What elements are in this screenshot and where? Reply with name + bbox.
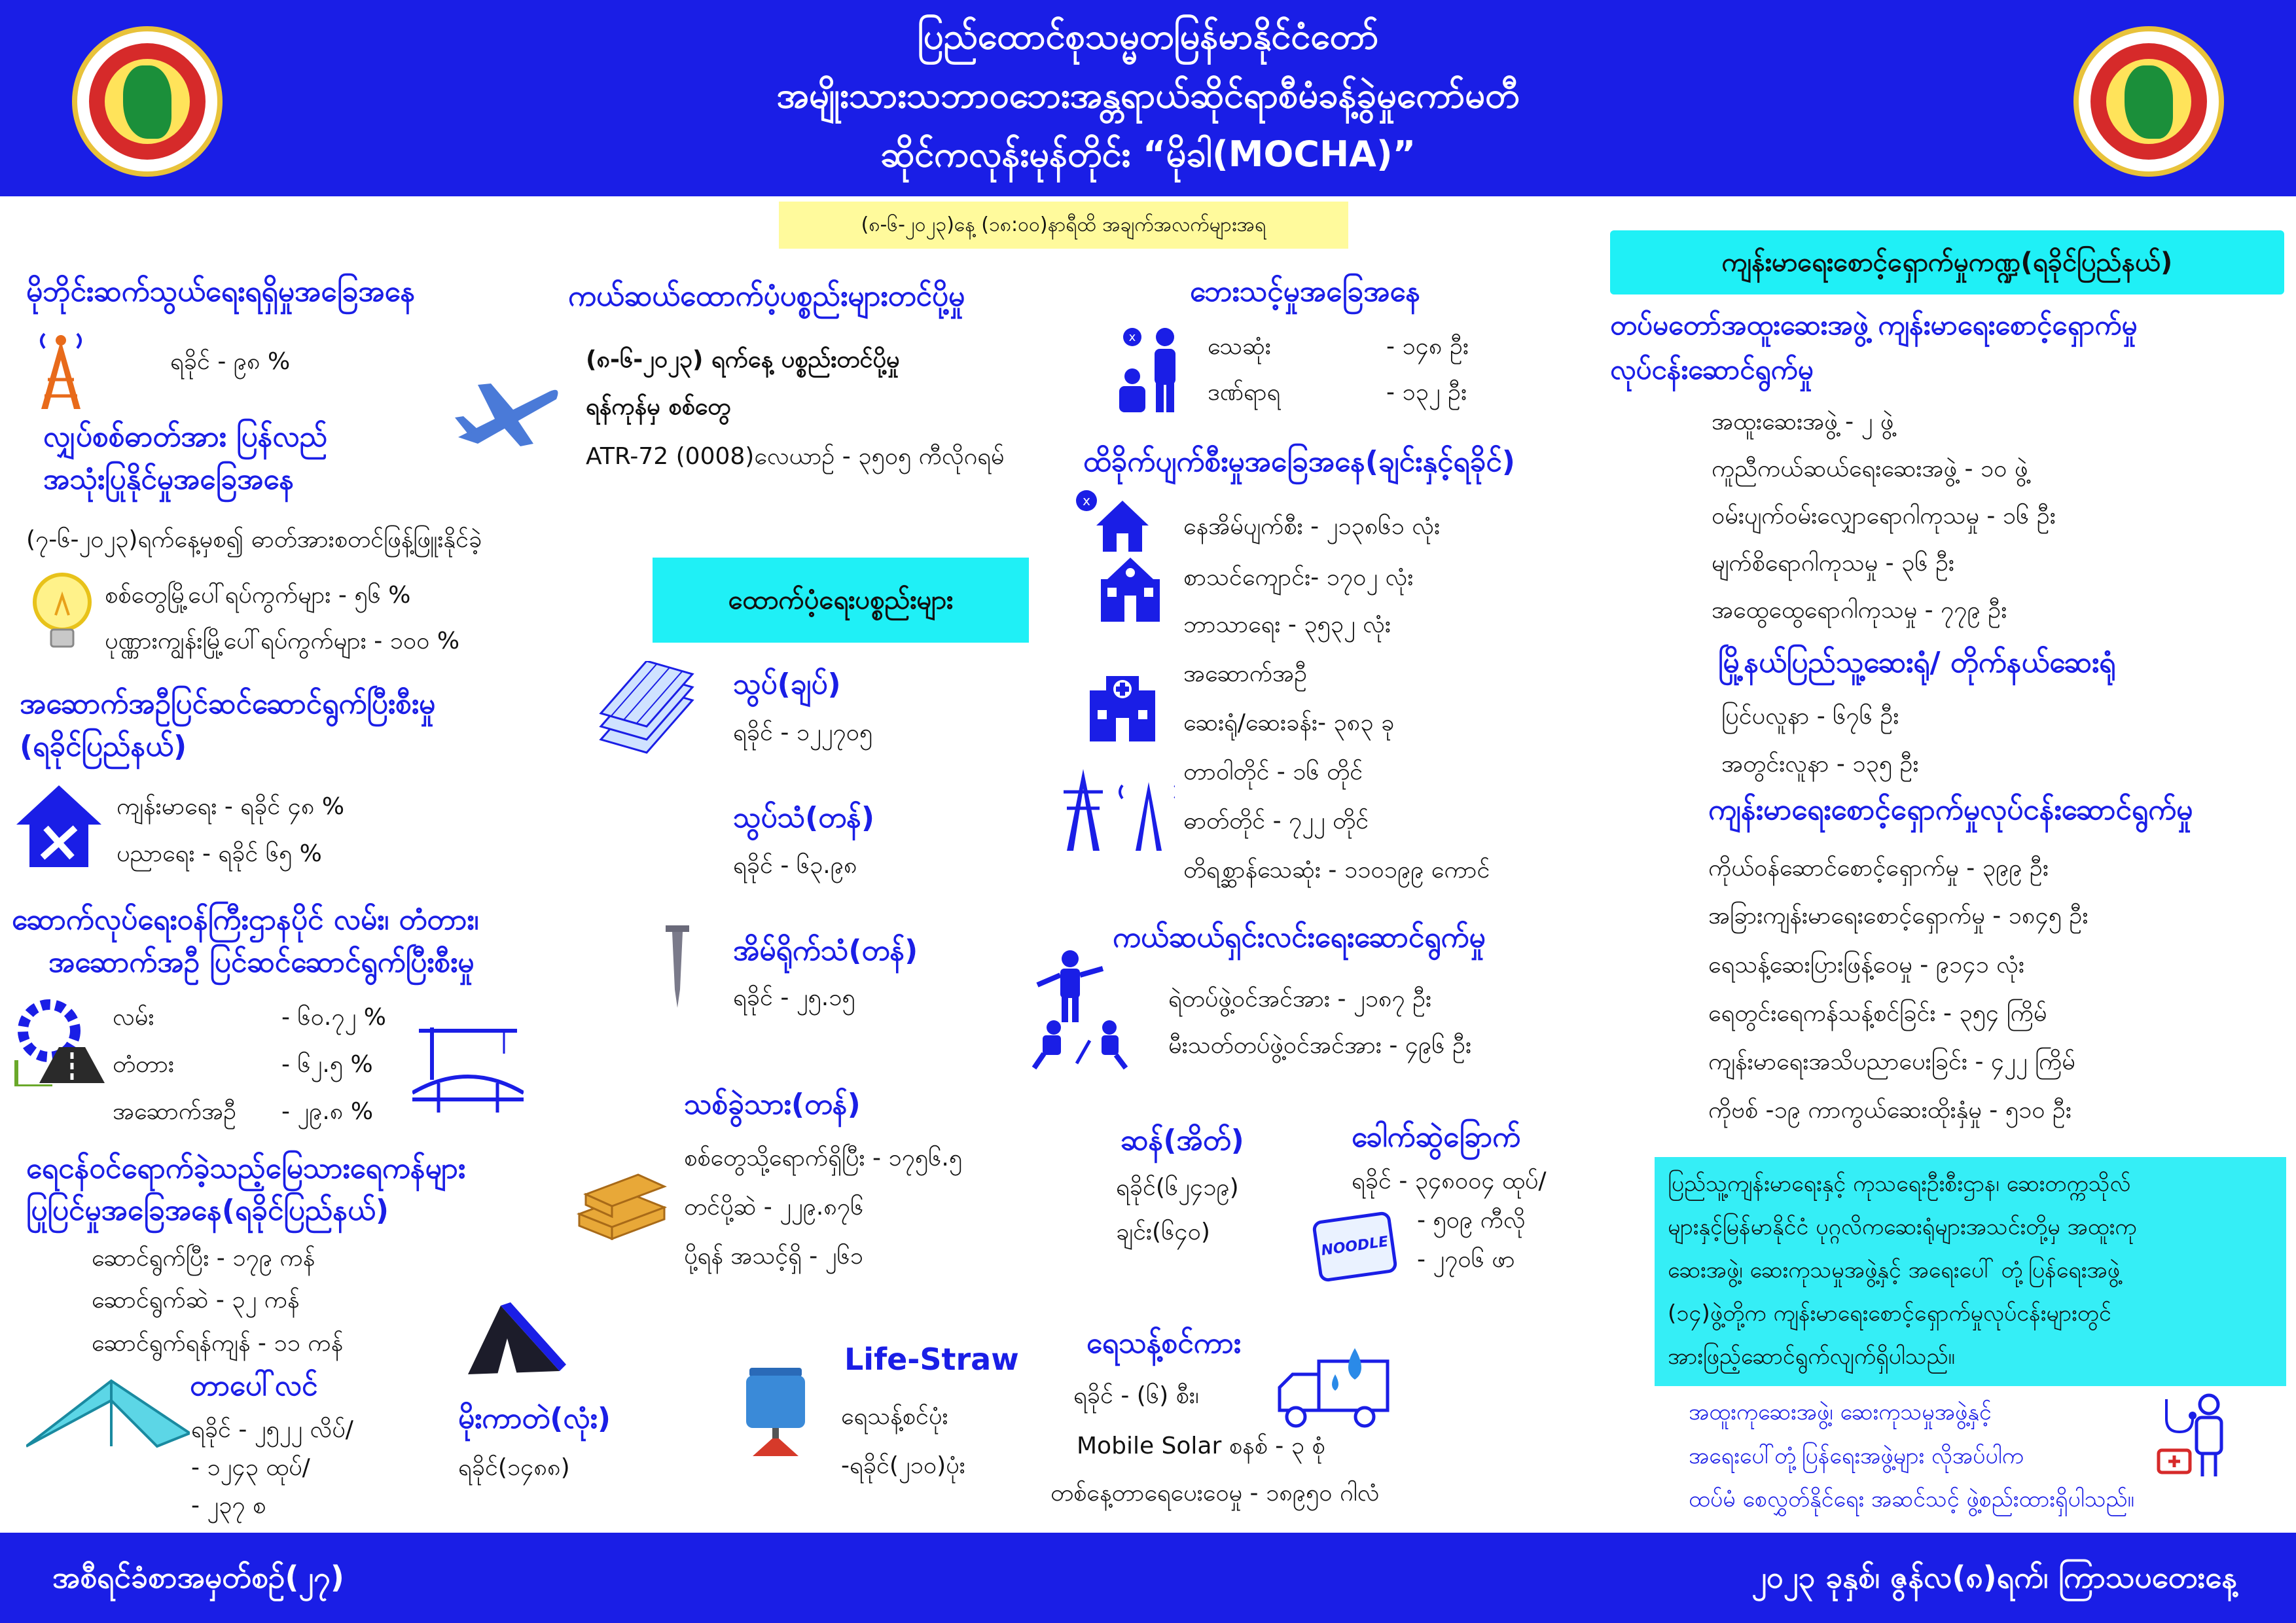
health-w6: ကိုဗစ် -၁၉ ကာကွယ်ဆေးထိုးနှံမှု - ၅၁၀ ဦး xyxy=(1708,1097,2072,1124)
damaged-house-icon xyxy=(1073,488,1152,553)
report-date: ၂၀၂၃ ခုနှစ်၊ ဇွန်လ(၈)ရက်၊ ကြာသပတေးနေ့ xyxy=(1751,1560,2237,1595)
rice-row-1: ရခိုင်(၆၂၄၁၉) xyxy=(1116,1174,1239,1201)
dead-label: သေဆုံး xyxy=(1208,333,1271,360)
health-tag: ကျန်းမာရေးစောင့်ရှောက်မှုကဏ္ဍ(ရခိုင်ပြည်နယ်) xyxy=(1610,230,2284,294)
rescue-heading: ကယ်ဆယ်ရှင်းလင်းရေးဆောင်ရွက်မှု xyxy=(1113,921,1486,954)
zinc-nail-value: ရခိုင် - ၆၃.၉၈ xyxy=(733,852,857,879)
water-heading-1: ရေငန်ဝင်ရောက်ခဲ့သည့်မြေသားရေကန်များ xyxy=(26,1152,465,1185)
water-row-2: ဆောင်ရွက်ဆဲ - ၃၂ ကန် xyxy=(92,1287,300,1313)
light-bulb-icon xyxy=(26,569,98,654)
water-row-1: ဆောင်ရွက်ပြီး - ၁၇၉ ကန် xyxy=(92,1245,315,1272)
rescue-row-2: မီးသတ်တပ်ဖွဲ့ဝင်အင်အား - ၄၉၆ ဦး xyxy=(1168,1032,1472,1059)
footer-banner xyxy=(0,1533,2296,1623)
noodle-logo-text: NOODLE xyxy=(1320,1233,1390,1260)
school-icon xyxy=(1094,556,1166,625)
telecom-heading: မိုဘိုင်းဆက်သွယ်ရေးရရှိမှုအခြေအနေ xyxy=(26,275,416,308)
health-sub-1: တပ်မတော်အထူးဆေးအဖွဲ့ ကျန်းမာရေးစောင့်ရှောက်မှု xyxy=(1610,309,2138,341)
nail-heading: အိမ်ရိုက်သံ(တန်) xyxy=(733,934,918,967)
timber-icon xyxy=(573,1162,671,1240)
rebuild-heading-1: အဆောက်အဦပြင်ဆင်ဆောင်ရွက်ပြီးစီးမှု xyxy=(20,687,436,721)
electricity-row-1: စစ်တွေမြို့ပေါ်ရပ်ကွက်များ - ၅၆ % xyxy=(105,582,411,609)
lifestraw-row-1: ရေသန့်စင်ပုံး xyxy=(841,1403,948,1430)
timber-heading: သစ်ခွဲသား(တန်) xyxy=(684,1088,861,1121)
health-note-3: ထပ်မံ စေလွှတ်နိုင်ရေး အဆင်သင့် ဖွဲ့စည်းထားရှိပါသည်။ xyxy=(1689,1486,2134,1512)
airlift-heading: ကယ်ဆယ်ထောက်ပံ့ပစ္စည်းများတင်ပို့မှု xyxy=(568,279,965,313)
timber-row-3: ပို့ရန် အသင့်ရှိ - ၂၆၁ xyxy=(684,1243,863,1270)
water-filter-icon xyxy=(740,1361,812,1459)
damage-hospitals: ဆေးရုံ/ဆေးခန်း- ၃၈၃ ခု xyxy=(1183,709,1395,736)
building-label: အဆောက်အဦ xyxy=(113,1098,237,1125)
timber-row-1: စစ်တွေသို့ရောက်ရှိပြီး - ၁၇၅၆.၅ xyxy=(684,1145,963,1171)
tarpaulin-row-3: - ၂၃၇ စ xyxy=(191,1492,266,1519)
health-box-line-2: များနှင့်မြန်မာနိုင်ငံ ပုဂ္ဂလိကဆေးရုံများအသင်းတို့မှ အထူးကု xyxy=(1668,1214,2137,1240)
health-box-line-5: အားဖြည့်ဆောင်ရွက်လျက်ရှိပါသည်။ xyxy=(1668,1344,1955,1370)
health-w1: ကိုယ်ဝန်ဆောင်စောင့်ရှောက်မှု - ၃၉၉ ဦး xyxy=(1708,855,2049,882)
noodle-pack-icon xyxy=(1312,1211,1398,1283)
health-w5: ကျန်းမာရေးအသိပညာပေးခြင်း - ၄၂၂ ကြိမ် xyxy=(1708,1048,2075,1075)
purifier-heading: ရေသန့်စင်ကား xyxy=(1086,1327,1241,1360)
rebuild-education: ပညာရေး - ရခိုင် ၆၅ % xyxy=(117,840,322,867)
damage-towers: တာဝါတိုင် - ၁၆ တိုင် xyxy=(1183,758,1363,785)
infra-heading-1: ဆောက်လုပ်ရေးဝန်ကြီးဌာနပိုင် လမ်း၊ တံတား၊ xyxy=(12,903,479,936)
date-note: (၈-၆-၂၀၂၃)နေ့ (၁၈:၀၀)နာရီထိ အချက်အလက်များအရ xyxy=(779,202,1348,249)
electricity-intro: (၇-၆-၂၀၂၃)ရက်နေ့မှစ၍ ဓာတ်အားစတင်ဖြန့်ဖြူးနိုင်ခဲ့ xyxy=(26,526,482,553)
damage-buildings: အဆောက်အဦ xyxy=(1183,660,1308,687)
road-label: လမ်း xyxy=(113,1004,154,1031)
header-title-line-1: ပြည်ထောင်စုသမ္မတမြန်မာနိုင်ငံတော် xyxy=(917,16,1379,57)
header-title-line-2: အမျိုးသားသဘာဝဘေးအန္တရာယ်ဆိုင်ရာစီမံခန့်ခွဲမှုကော်မတီ xyxy=(776,75,1520,116)
rice-heading: ဆန်(အိတ်) xyxy=(1121,1124,1244,1157)
svg-text:x: x xyxy=(1128,330,1136,344)
svg-text:x: x xyxy=(1083,493,1090,508)
health-w4: ရေတွင်းရေကန်သန့်စင်ခြင်း - ၃၅၄ ကြိမ် xyxy=(1708,1000,2047,1027)
health-box-line-3: ဆေးအဖွဲ့၊ ဆေးကုသမှုအဖွဲ့နှင့် အရေးပေါ် တုံ့ပြန်ရေးအဖွဲ့ xyxy=(1668,1257,2121,1283)
injured-value: - ၁၃၂ ဦး xyxy=(1386,379,1467,406)
road-value: - ၆၀.၇၂ % xyxy=(281,1004,386,1031)
tarpaulin-row-1: ရခိုင် - ၂၅၂၂ လိပ်/ xyxy=(191,1416,353,1443)
casualties-heading: ဘေးသင့်မှုအခြေအနေ xyxy=(1190,275,1421,308)
zinc-sheet-icon xyxy=(594,661,699,759)
people-casualty-icon xyxy=(1113,324,1198,416)
health-work-heading: ကျန်းမာရေးစောင့်ရှောက်မှုလုပ်ငန်းဆောင်ရွက်မှု xyxy=(1708,793,2193,827)
bridge-value: - ၆၂.၅ % xyxy=(281,1051,373,1078)
airlift-line-3: ATR-72 (0008)လေယာဉ် - ၃၅၀၅ ကီလိုဂရမ် xyxy=(586,443,1005,470)
power-tower-icon xyxy=(1057,762,1175,854)
water-heading-2: ပြုပြင်မှုအခြေအနေ(ရခိုင်ပြည်နယ်) xyxy=(26,1194,389,1227)
report-number: အစီရင်ခံစာအမှတ်စဉ်(၂၇) xyxy=(52,1560,344,1595)
health-w3: ရေသန့်ဆေးပြားဖြန့်ဝေမှု - ၉၁၄၁ လုံး xyxy=(1708,952,2025,978)
health-out: ပြင်ပလူနာ - ၆၇၆ ဦး xyxy=(1721,703,1899,730)
health-r4: မျက်စိရောဂါကုသမှု - ၃၆ ဦး xyxy=(1712,550,1955,577)
electricity-heading-2: အသုံးပြုနိုင်မှုအခြေအနေ xyxy=(43,463,295,496)
health-w2: အခြားကျန်းမာရေးစောင့်ရှောက်မှု - ၁၈၄၅ ဦး xyxy=(1708,902,2089,929)
airlift-line-1: (၈-၆-၂၀၂၃) ရက်နေ့ ပစ္စည်းတင်ပို့မှု xyxy=(586,346,900,373)
doctor-icon xyxy=(2153,1393,2232,1478)
header-title-line-3: ဆိုင်ကလုန်းမုန်တိုင်း “မိုခါ(MOCHA)” xyxy=(880,134,1416,175)
rice-row-2: ချင်း(၆၄၀) xyxy=(1116,1219,1210,1245)
health-r3: ဝမ်းပျက်ဝမ်းလျှောရောဂါကုသမှု - ၁၆ ဦး xyxy=(1712,503,2056,529)
nail-value: ရခိုင် - ၂၅.၁၅ xyxy=(733,984,855,1011)
road-gear-icon xyxy=(13,995,105,1086)
airplane-icon xyxy=(452,378,563,450)
health-hosp-heading: မြို့နယ်ပြည်သူ့ဆေးရုံ/ တိုက်နယ်ဆေးရုံ xyxy=(1718,646,2116,679)
mosquito-heading: မိုးကာတဲ(လုံး) xyxy=(458,1402,611,1435)
zinc-nail-heading: သွပ်သံ(တန်) xyxy=(733,801,875,834)
building-value: - ၂၉.၈ % xyxy=(281,1098,374,1125)
airlift-line-2: ရန်ကုန်မှ စစ်တွေ xyxy=(586,393,731,420)
tarpaulin-heading: တာပေါ်လင် xyxy=(190,1369,318,1402)
purifier-row-1: ရခိုင် - (၆) စီး၊ xyxy=(1073,1382,1199,1409)
rescue-row-1: ရဲတပ်ဖွဲ့ဝင်အင်အား - ၂၁၈၇ ဦး xyxy=(1168,986,1432,1012)
damage-cattle: တိရစ္ဆာန်သေဆုံး - ၁၁၀၁၉၉ ကောင် xyxy=(1183,857,1490,883)
rebuild-heading-2: (ရခိုင်ပြည်နယ်) xyxy=(20,730,187,763)
house-tools-icon xyxy=(13,782,105,870)
infra-heading-2: အဆောက်အဦ ပြင်ဆင်ဆောင်ရွက်ပြီးစီးမှု xyxy=(48,946,475,979)
health-box-line-4: (၁၄)ဖွဲ့တို့က ကျန်းမာရေးစောင့်ရှောက်မှုလုပ်ငန်းများတွင် xyxy=(1668,1300,2111,1327)
rebuild-health: ကျန်းမာရေး - ရခိုင် ၄၈ % xyxy=(117,793,345,820)
water-row-3: ဆောင်ရွက်ရန်ကျန် - ၁၁ ကန် xyxy=(92,1330,344,1357)
tarpaulin-row-2: - ၁၂၄၃ ထုပ်/ xyxy=(191,1454,310,1481)
damage-religious: ဘာသာရေး - ၃၅၃၂ လုံး xyxy=(1183,611,1391,638)
health-note-2: အရေးပေါ်တုံ့ပြန်ရေးအဖွဲ့များ လိုအပ်ပါက xyxy=(1689,1443,2024,1469)
health-sub-2: လုပ်ငန်းဆောင်ရွက်မှု xyxy=(1610,353,1814,385)
tent-icon xyxy=(461,1299,566,1378)
nail-icon xyxy=(664,924,691,1009)
hospital-icon xyxy=(1083,671,1162,743)
damage-poles: ဓာတ်တိုင် - ၇၂၂ တိုင် xyxy=(1183,808,1369,834)
rescue-workers-icon xyxy=(1024,949,1136,1070)
header-banner xyxy=(0,0,2296,196)
health-box-line-1: ပြည်သူ့ကျန်းမာရေးနှင့် ကုသရေးဦးစီးဌာန၊ ဆေးတက္ကသိုလ် xyxy=(1668,1171,2131,1197)
dead-value: - ၁၄၈ ဦး xyxy=(1386,333,1469,360)
damage-homes: နေအိမ်ပျက်စီး - ၂၁၃၈၆၁ လုံး xyxy=(1183,513,1441,540)
supplies-tag: ထောက်ပံ့ရေးပစ္စည်းများ xyxy=(653,558,1029,643)
tarpaulin-icon xyxy=(26,1374,190,1453)
telecom-value: ရခိုင် - ၉၈ % xyxy=(170,348,291,375)
zinc-value: ရခိုင် - ၁၂၂၇၀၅ xyxy=(733,719,873,746)
health-in: အတွင်းလူနာ - ၁၃၅ ဦး xyxy=(1721,751,1919,777)
bridge-crane-icon xyxy=(412,1021,524,1119)
health-r1: အထူးဆေးအဖွဲ့ - ၂ ဖွဲ့ xyxy=(1712,408,1894,435)
health-r5: အထွေထွေရောဂါကုသမှု - ၇၇၉ ဦး xyxy=(1712,597,2007,624)
damage-schools: စာသင်ကျောင်း- ၁၇၀၂ လုံး xyxy=(1183,564,1414,591)
health-info-box xyxy=(1655,1157,2286,1386)
electricity-heading-1: လျှပ်စစ်ဓာတ်အား ပြန်လည် xyxy=(43,420,328,454)
health-note-1: အထူးကုဆေးအဖွဲ့၊ ဆေးကုသမှုအဖွဲ့နှင့် xyxy=(1689,1399,1992,1425)
zinc-heading: သွပ်(ချပ်) xyxy=(733,668,841,701)
purifier-row-2: Mobile Solar စနစ် - ၃ စုံ xyxy=(1077,1433,1325,1459)
mosquito-value: ရခိုင်(၁၄၈၈) xyxy=(458,1454,570,1481)
noodle-row-2: - ၅၀၉ ကီလို xyxy=(1417,1207,1526,1234)
water-truck-icon xyxy=(1273,1348,1391,1433)
noodle-heading: ခေါက်ဆွဲခြောက် xyxy=(1352,1120,1521,1154)
injured-label: ဒဏ်ရာရ xyxy=(1208,379,1281,406)
purifier-row-3: တစ်နေ့တာရေပေးဝေမှု - ၁၈၉၅၀ ဂါလံ xyxy=(1050,1480,1380,1507)
damage-heading: ထိခိုက်ပျက်စီးမှုအခြေအနေ(ချင်းနှင့်ရခိုင်) xyxy=(1083,445,1515,478)
lifestraw-heading: Life-Straw xyxy=(844,1342,1019,1377)
health-r2: ကူညီကယ်ဆယ်ရေးဆေးအဖွဲ့ - ၁၀ ဖွဲ့ xyxy=(1712,455,2028,482)
noodle-row-1: ရခိုင် - ၃၄၈၀၀၄ ထုပ်/ xyxy=(1352,1168,1547,1194)
noodle-row-3: - ၂၇၀၆ ဖာ xyxy=(1417,1246,1515,1273)
lifestraw-row-2: -ရခိုင်(၂၁၀)ပုံး xyxy=(841,1452,965,1479)
cell-tower-icon xyxy=(31,327,90,412)
electricity-row-2: ပုဏ္ဏားကျွန်းမြို့ပေါ်ရပ်ကွက်များ - ၁၀၀ % xyxy=(105,628,460,654)
bridge-label: တံတား xyxy=(113,1051,175,1078)
timber-row-2: တင်ပို့ဆဲ - ၂၂၉.၈၇၆ xyxy=(684,1194,864,1221)
